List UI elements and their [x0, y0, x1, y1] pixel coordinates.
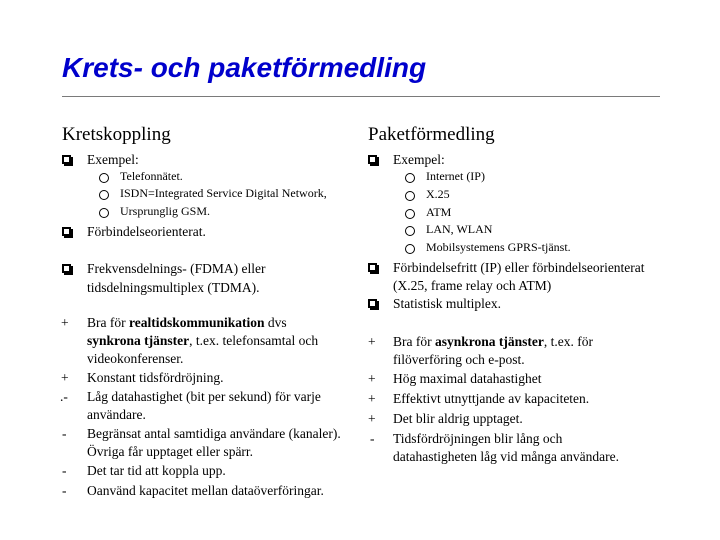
left-point-line: Det tar tid att koppla upp. [87, 463, 226, 478]
square-bullet-icon [368, 155, 377, 164]
right-connection-line: Förbindelsefritt (IP) eller förbindelseorienterat [393, 260, 645, 275]
left-multiplex-line: tidsdelningsmultiplex (TDMA). [87, 280, 260, 295]
right-point-line: Bra för asynkrona tjänster, t.ex. för [393, 334, 593, 349]
square-bullet-icon [62, 155, 71, 164]
left-point-line: videokonferenser. [87, 351, 184, 366]
square-bullet-icon [62, 227, 71, 236]
point-mark: + [368, 391, 376, 406]
left-point-line: Begränsat antal samtidiga användare (kanaler). [87, 426, 341, 441]
square-bullet-icon [368, 299, 377, 308]
right-point-line: Det blir aldrig upptaget. [393, 411, 523, 426]
right-point-line: Effektivt utnyttjande av kapaciteten. [393, 391, 590, 406]
point-mark: - [62, 426, 67, 441]
circle-bullet-icon [405, 209, 415, 219]
right-example-item: LAN, WLAN [426, 222, 493, 236]
right-point-line: Hög maximal datahastighet [393, 371, 542, 386]
left-example-item: Telefonnätet. [120, 169, 183, 183]
right-multiplex: Statistisk multiplex. [393, 296, 502, 311]
point-mark: + [368, 334, 376, 349]
right-example-item: Internet (IP) [426, 169, 485, 183]
left-multiplex-line: Frekvensdelnings- (FDMA) eller [87, 261, 266, 276]
circle-bullet-icon [99, 173, 109, 183]
left-example-item: Ursprunglig GSM. [120, 204, 211, 218]
circle-bullet-icon [405, 226, 415, 236]
left-point-line: Bra för realtidskommunikation dvs [87, 315, 287, 330]
title-divider [62, 96, 660, 97]
circle-bullet-icon [405, 191, 415, 201]
left-point-line: Övriga får upptaget eller spärr. [87, 444, 254, 459]
left-point-line: synkrona tjänster, t.ex. telefonsamtal och [87, 333, 319, 348]
circle-bullet-icon [405, 244, 415, 254]
left-heading: Kretskoppling [62, 124, 171, 145]
point-mark: .- [60, 389, 68, 404]
point-mark: - [62, 483, 67, 498]
point-mark: - [62, 463, 67, 478]
point-mark: + [368, 371, 376, 386]
square-bullet-icon [62, 264, 71, 273]
left-example-item: ISDN=Integrated Service Digital Network, [120, 186, 327, 200]
slide-title: Krets- och paketförmedling [62, 52, 427, 83]
circle-bullet-icon [99, 190, 109, 200]
right-point-line: datahastigheten låg vid många användare. [393, 449, 620, 464]
right-connection-line: (X.25, frame relay och ATM) [393, 278, 552, 293]
right-example-item: Mobilsystemens GPRS-tjänst. [426, 240, 571, 254]
left-point-line: Oanvänd kapacitet mellan dataöverföringar. [87, 483, 324, 498]
circle-bullet-icon [405, 173, 415, 183]
square-bullet-icon [368, 263, 377, 272]
left-point-line: Konstant tidsfördröjning. [87, 370, 224, 385]
right-example-item: ATM [426, 205, 452, 219]
circle-bullet-icon [99, 208, 109, 218]
right-point-line: filöverföring och e-post. [393, 352, 525, 367]
left-point-line: Låg datahastighet (bit per sekund) för varje [87, 389, 321, 404]
right-heading: Paketförmedling [368, 124, 495, 145]
right-point-line: Tidsfördröjningen blir lång och [393, 431, 563, 446]
left-example-label: Exempel: [87, 152, 139, 167]
point-mark: + [61, 370, 69, 385]
point-mark: + [368, 411, 376, 426]
point-mark: + [61, 315, 69, 330]
left-point-line: användare. [87, 407, 146, 422]
left-connection: Förbindelseorienterat. [87, 224, 206, 239]
point-mark: - [370, 431, 375, 446]
right-example-item: X.25 [426, 187, 450, 201]
right-example-label: Exempel: [393, 152, 445, 167]
